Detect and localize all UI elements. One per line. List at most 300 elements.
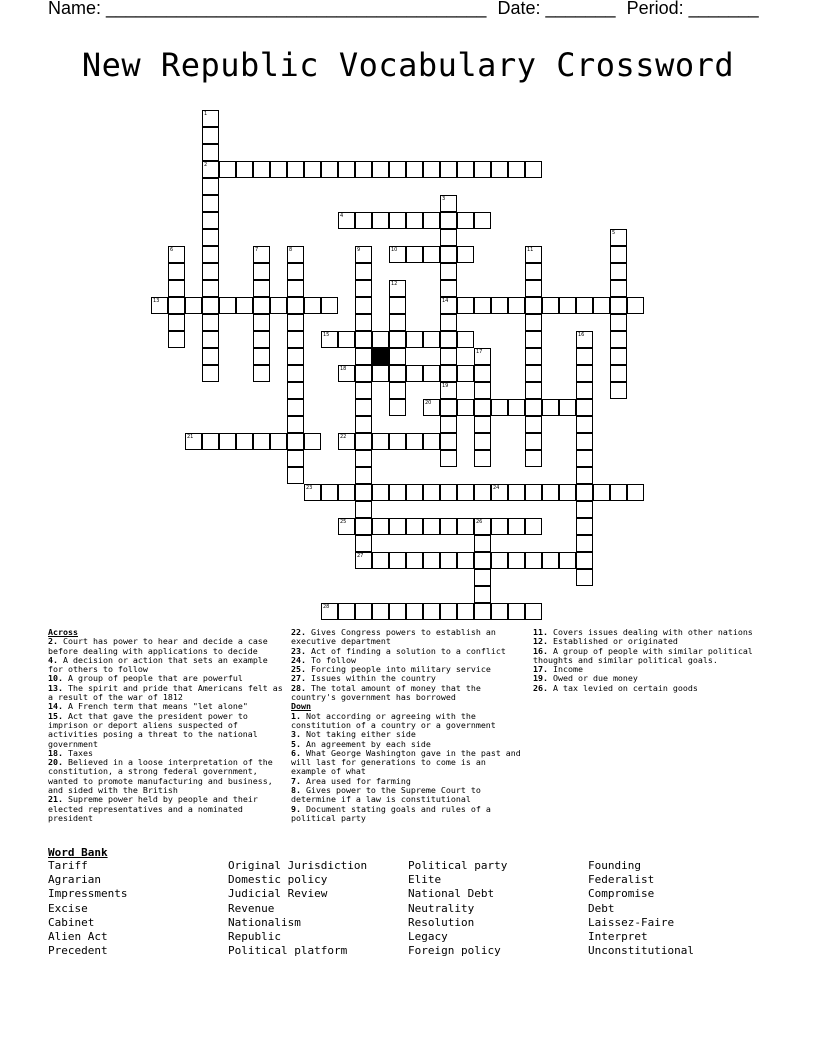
clue-number: 4.: [48, 654, 58, 665]
grid-cell[interactable]: [423, 484, 440, 501]
grid-cell[interactable]: [304, 297, 321, 314]
grid-cell[interactable]: [372, 365, 389, 382]
grid-cell[interactable]: [525, 348, 542, 365]
grid-cell[interactable]: [202, 144, 219, 161]
grid-cell[interactable]: [457, 518, 474, 535]
grid-cell[interactable]: [406, 212, 423, 229]
clue-text: An agreement by each side: [306, 738, 431, 749]
grid-cell[interactable]: [576, 484, 593, 501]
clue-text: Act that gave the president power to imprison or deport aliens suspected of activities posing a threat to the national government: [48, 710, 258, 749]
grid-cell[interactable]: [440, 433, 457, 450]
grid-cell[interactable]: [525, 399, 542, 416]
grid-cell[interactable]: [406, 603, 423, 620]
grid-cell[interactable]: [355, 467, 372, 484]
down-heading: Down: [291, 701, 311, 712]
grid-cell[interactable]: [474, 484, 491, 501]
grid-cell[interactable]: [355, 314, 372, 331]
grid-cell[interactable]: [304, 433, 321, 450]
grid-cell[interactable]: [372, 331, 389, 348]
grid-cell[interactable]: [525, 416, 542, 433]
grid-cell[interactable]: [406, 433, 423, 450]
clue-number: 19.: [533, 673, 548, 684]
grid-clue-number: 10: [391, 247, 398, 253]
grid-clue-number: 14: [442, 298, 449, 304]
grid-cell[interactable]: [474, 382, 491, 399]
grid-cell[interactable]: [423, 433, 440, 450]
grid-cell[interactable]: [508, 603, 525, 620]
grid-cell[interactable]: [474, 535, 491, 552]
grid-cell[interactable]: [287, 382, 304, 399]
grid-cell[interactable]: [457, 365, 474, 382]
grid-clue-number: 4: [340, 213, 344, 219]
grid-cell[interactable]: [406, 518, 423, 535]
grid-cell[interactable]: [236, 161, 253, 178]
grid-cell[interactable]: [542, 552, 559, 569]
grid-cell[interactable]: [338, 603, 355, 620]
grid-cell[interactable]: [593, 484, 610, 501]
grid-cell[interactable]: [185, 297, 202, 314]
word-bank-item: Interpret: [588, 929, 648, 943]
grid-cell[interactable]: [440, 399, 457, 416]
grid-cell[interactable]: [440, 229, 457, 246]
clue-text: Gives power to the Supreme Court to determine if a law is constitutional: [291, 785, 481, 805]
word-bank-item: Precedent: [48, 944, 108, 958]
grid-cell[interactable]: [440, 603, 457, 620]
grid-cell[interactable]: [253, 331, 270, 348]
grid-cell[interactable]: [440, 246, 457, 263]
grid-cell[interactable]: [287, 280, 304, 297]
grid-cell[interactable]: [440, 450, 457, 467]
grid-cell[interactable]: [525, 433, 542, 450]
grid-cell[interactable]: [355, 161, 372, 178]
grid-cell[interactable]: [525, 603, 542, 620]
grid-clue-number: 11: [527, 247, 534, 253]
grid-cell[interactable]: [389, 552, 406, 569]
grid-cell[interactable]: [474, 161, 491, 178]
grid-cell[interactable]: [287, 399, 304, 416]
clue-text: A decision or action that sets an example for others to follow: [48, 654, 268, 675]
grid-cell[interactable]: [610, 263, 627, 280]
grid-cell[interactable]: [576, 365, 593, 382]
grid-cell[interactable]: [287, 416, 304, 433]
grid-cell[interactable]: [525, 263, 542, 280]
grid-cell[interactable]: [389, 161, 406, 178]
word-bank-item: Founding: [588, 859, 641, 872]
grid-cell[interactable]: [372, 161, 389, 178]
grid-cell[interactable]: [440, 484, 457, 501]
grid-cell[interactable]: [423, 365, 440, 382]
grid-cell[interactable]: [559, 399, 576, 416]
word-bank-column-1: [48, 859, 228, 958]
grid-cell[interactable]: [287, 348, 304, 365]
grid-cell[interactable]: [406, 246, 423, 263]
clue-number: 28.: [291, 682, 306, 693]
grid-cell[interactable]: [270, 161, 287, 178]
grid-cell[interactable]: [389, 365, 406, 382]
grid-cell[interactable]: [508, 297, 525, 314]
grid-cell[interactable]: [525, 484, 542, 501]
word-bank-item: Nationalism: [228, 915, 301, 929]
grid-cell[interactable]: [372, 552, 389, 569]
grid-cell[interactable]: [457, 212, 474, 229]
grid-cell[interactable]: [253, 365, 270, 382]
clue-number: 26.: [533, 682, 548, 693]
down-clue: [291, 805, 521, 824]
grid-cell[interactable]: [491, 297, 508, 314]
clue-text: Not according or agreeing with the constitution of a country or a government: [291, 710, 496, 730]
clue-text: Owed or due money: [553, 673, 638, 684]
grid-cell[interactable]: [168, 314, 185, 331]
down-clue: [291, 786, 521, 805]
grid-cell[interactable]: [270, 297, 287, 314]
grid-cell[interactable]: [270, 433, 287, 450]
grid-cell[interactable]: [440, 518, 457, 535]
grid-cell[interactable]: [440, 365, 457, 382]
grid-cell[interactable]: [219, 433, 236, 450]
grid-cell[interactable]: [219, 161, 236, 178]
grid-cell[interactable]: [525, 450, 542, 467]
grid-cell[interactable]: [253, 314, 270, 331]
grid-cell[interactable]: [168, 280, 185, 297]
grid-cell[interactable]: [508, 518, 525, 535]
clue-text: A tax levied on certain goods: [553, 682, 698, 693]
grid-cell[interactable]: [389, 212, 406, 229]
grid-cell[interactable]: [202, 127, 219, 144]
grid-cell[interactable]: [474, 603, 491, 620]
grid-cell[interactable]: [253, 433, 270, 450]
clue-number: 10.: [48, 673, 63, 684]
grid-cell[interactable]: [610, 331, 627, 348]
grid-cell[interactable]: [491, 603, 508, 620]
grid-cell[interactable]: [576, 416, 593, 433]
grid-clue-number: 25: [340, 519, 347, 525]
grid-cell[interactable]: [253, 348, 270, 365]
grid-cell[interactable]: [389, 348, 406, 365]
grid-cell[interactable]: [168, 263, 185, 280]
grid-cell[interactable]: [508, 161, 525, 178]
grid-cell[interactable]: [423, 552, 440, 569]
down-clue: [291, 712, 521, 731]
clue-number: 11.: [533, 627, 548, 637]
word-bank-item: National Debt: [408, 887, 495, 901]
grid-cell[interactable]: [202, 297, 219, 314]
grid-cell[interactable]: [440, 212, 457, 229]
word-bank-item: Elite: [408, 873, 442, 887]
clue-text: Not taking either side: [306, 729, 416, 740]
grid-cell[interactable]: [236, 297, 253, 314]
grid-clue-number: 19: [442, 383, 449, 389]
grid-cell[interactable]: [610, 484, 627, 501]
grid-cell[interactable]: [610, 246, 627, 263]
grid-cell[interactable]: [440, 552, 457, 569]
grid-cell[interactable]: [202, 263, 219, 280]
grid-cell[interactable]: [287, 450, 304, 467]
grid-cell[interactable]: [372, 212, 389, 229]
grid-cell[interactable]: [474, 399, 491, 416]
grid-cell[interactable]: [287, 331, 304, 348]
grid-cell[interactable]: [542, 399, 559, 416]
grid-cell[interactable]: [355, 484, 372, 501]
grid-cell[interactable]: [457, 331, 474, 348]
grid-cell[interactable]: [627, 484, 644, 501]
grid-cell[interactable]: [372, 603, 389, 620]
grid-clue-number: 28: [323, 604, 330, 610]
grid-cell[interactable]: [202, 229, 219, 246]
grid-cell[interactable]: [253, 263, 270, 280]
across-clue: [48, 637, 283, 656]
grid-cell[interactable]: [491, 552, 508, 569]
grid-cell[interactable]: [168, 331, 185, 348]
grid-cell[interactable]: [202, 195, 219, 212]
grid-cell[interactable]: [474, 552, 491, 569]
grid-cell[interactable]: [355, 450, 372, 467]
grid-cell[interactable]: [491, 399, 508, 416]
grid-cell[interactable]: [406, 365, 423, 382]
grid-cell[interactable]: [525, 552, 542, 569]
grid-cell[interactable]: [355, 365, 372, 382]
grid-cell[interactable]: [610, 348, 627, 365]
word-bank-title: Word Bank: [48, 846, 108, 859]
word-bank-item: Political party: [408, 859, 508, 872]
clue-text: Act of finding a solution to a conflict: [311, 645, 506, 656]
grid-cell[interactable]: [440, 161, 457, 178]
grid-cell[interactable]: [287, 467, 304, 484]
grid-clue-number: 21: [187, 434, 194, 440]
grid-cell[interactable]: [219, 297, 236, 314]
grid-cell[interactable]: [406, 331, 423, 348]
grid-cell[interactable]: [287, 297, 304, 314]
grid-cell[interactable]: [338, 331, 355, 348]
grid-cell[interactable]: [423, 212, 440, 229]
grid-cell[interactable]: [236, 433, 253, 450]
grid-cell[interactable]: [372, 433, 389, 450]
grid-cell[interactable]: [610, 297, 627, 314]
grid-cell[interactable]: [355, 348, 372, 365]
grid-cell[interactable]: [423, 246, 440, 263]
grid-cell[interactable]: [576, 552, 593, 569]
across-clue: [48, 684, 283, 703]
grid-cell[interactable]: [355, 501, 372, 518]
grid-cell[interactable]: [508, 552, 525, 569]
grid-cell[interactable]: [457, 603, 474, 620]
clue-text: A group of people with similar political thoughts and similar political goals.: [533, 645, 753, 665]
grid-cell[interactable]: [338, 161, 355, 178]
grid-cell[interactable]: [593, 297, 610, 314]
clue-number: 9.: [291, 803, 301, 814]
grid-cell[interactable]: [491, 161, 508, 178]
grid-cell[interactable]: [355, 263, 372, 280]
grid-cell[interactable]: [610, 280, 627, 297]
grid-cell[interactable]: [338, 484, 355, 501]
grid-cell[interactable]: [525, 314, 542, 331]
grid-cell[interactable]: [474, 433, 491, 450]
grid-cell[interactable]: [423, 161, 440, 178]
grid-cell[interactable]: [440, 331, 457, 348]
grid-cell[interactable]: [202, 280, 219, 297]
grid-cell[interactable]: [355, 382, 372, 399]
grid-cell[interactable]: [559, 552, 576, 569]
grid-cell[interactable]: [474, 297, 491, 314]
grid-cell[interactable]: [457, 552, 474, 569]
grid-cell[interactable]: [355, 603, 372, 620]
grid-cell[interactable]: [389, 484, 406, 501]
grid-cell[interactable]: [287, 161, 304, 178]
grid-cell[interactable]: [440, 416, 457, 433]
grid-cell[interactable]: [559, 484, 576, 501]
grid-cell[interactable]: [202, 212, 219, 229]
grid-cell[interactable]: [355, 416, 372, 433]
grid-cell[interactable]: [389, 331, 406, 348]
grid-cell[interactable]: [287, 433, 304, 450]
grid-cell[interactable]: [423, 331, 440, 348]
grid-cell[interactable]: [576, 382, 593, 399]
grid-cell[interactable]: [576, 535, 593, 552]
grid-cell[interactable]: [576, 433, 593, 450]
grid-cell[interactable]: [389, 603, 406, 620]
grid-cell[interactable]: [474, 365, 491, 382]
grid-clue-number: 24: [493, 485, 500, 491]
grid-cell[interactable]: [355, 433, 372, 450]
grid-cell[interactable]: [440, 314, 457, 331]
grid-cell[interactable]: [321, 484, 338, 501]
grid-cell[interactable]: [525, 161, 542, 178]
grid-cell[interactable]: [321, 161, 338, 178]
grid-cell[interactable]: [389, 518, 406, 535]
grid-cell[interactable]: [491, 518, 508, 535]
grid-cell[interactable]: [610, 382, 627, 399]
grid-cell[interactable]: [525, 280, 542, 297]
grid-clue-number: 5: [612, 230, 616, 236]
grid-cell[interactable]: [627, 297, 644, 314]
grid-cell[interactable]: [389, 314, 406, 331]
grid-cell[interactable]: [168, 297, 185, 314]
clue-number: 2.: [48, 636, 58, 647]
grid-cell[interactable]: [610, 365, 627, 382]
grid-cell[interactable]: [525, 518, 542, 535]
word-bank-item: Republic: [228, 929, 281, 943]
grid-cell[interactable]: [559, 297, 576, 314]
grid-cell[interactable]: [576, 450, 593, 467]
grid-cell[interactable]: [202, 348, 219, 365]
word-bank-item: Debt: [588, 901, 615, 915]
grid-cell[interactable]: [576, 348, 593, 365]
grid-cell[interactable]: [287, 314, 304, 331]
grid-cell[interactable]: [610, 314, 627, 331]
grid-cell[interactable]: [576, 399, 593, 416]
grid-cell[interactable]: [253, 297, 270, 314]
grid-cell[interactable]: [406, 552, 423, 569]
grid-cell[interactable]: [321, 297, 338, 314]
grid-cell[interactable]: [457, 399, 474, 416]
grid-cell[interactable]: [202, 365, 219, 382]
clue-number: 25.: [291, 664, 306, 675]
word-bank-item: Resolution: [408, 915, 475, 929]
grid-cell[interactable]: [457, 484, 474, 501]
grid-cell[interactable]: [355, 399, 372, 416]
grid-cell[interactable]: [542, 297, 559, 314]
grid-cell[interactable]: [576, 467, 593, 484]
grid-cell[interactable]: [355, 212, 372, 229]
across-clue: [48, 656, 283, 675]
grid-cell[interactable]: [474, 586, 491, 603]
grid-cell[interactable]: [389, 297, 406, 314]
grid-cell[interactable]: [542, 484, 559, 501]
grid-cell[interactable]: [440, 263, 457, 280]
grid-cell[interactable]: [355, 535, 372, 552]
grid-cell[interactable]: [576, 501, 593, 518]
clue-text: Believed in a loose interpretation of the constitution, a strong federal government, wanted to promote manufacturing and business, and sided with the British: [48, 757, 273, 796]
clue-text: Supreme power held by people and their elected representatives and a nominated president: [48, 794, 258, 823]
grid-cell[interactable]: [440, 348, 457, 365]
grid-cell[interactable]: [202, 331, 219, 348]
grid-cell[interactable]: [202, 433, 219, 450]
grid-clue-number: 8: [289, 247, 293, 253]
grid-cell[interactable]: [389, 382, 406, 399]
grid-cell[interactable]: [202, 246, 219, 263]
grid-cell[interactable]: [202, 314, 219, 331]
grid-cell[interactable]: [474, 416, 491, 433]
clue-text: Covers issues dealing with other nations: [553, 627, 753, 637]
period-label: Period: _______: [626, 0, 759, 18]
word-bank-item: Impressments: [48, 887, 128, 901]
grid-cell[interactable]: [389, 399, 406, 416]
grid-cell[interactable]: [525, 331, 542, 348]
grid-cell[interactable]: [457, 161, 474, 178]
grid-cell[interactable]: [253, 280, 270, 297]
across-clue: [48, 712, 283, 749]
across-clue: [48, 758, 283, 795]
grid-cell[interactable]: [287, 263, 304, 280]
grid-clue-number: 9: [357, 247, 361, 253]
grid-cell[interactable]: [287, 365, 304, 382]
grid-cell[interactable]: [508, 484, 525, 501]
grid-clue-number: 15: [323, 332, 330, 338]
grid-cell[interactable]: [202, 178, 219, 195]
grid-cell[interactable]: [525, 382, 542, 399]
grid-cell[interactable]: [423, 603, 440, 620]
grid-cell[interactable]: [406, 484, 423, 501]
grid-cell[interactable]: [474, 569, 491, 586]
grid-cell[interactable]: [406, 161, 423, 178]
grid-cell[interactable]: [576, 297, 593, 314]
grid-cell[interactable]: [508, 399, 525, 416]
grid-cell[interactable]: [372, 518, 389, 535]
grid-cell[interactable]: [457, 246, 474, 263]
grid-cell[interactable]: [576, 518, 593, 535]
grid-cell[interactable]: [355, 297, 372, 314]
grid-cell[interactable]: [525, 365, 542, 382]
grid-clue-number: 3: [442, 196, 446, 202]
grid-cell[interactable]: [576, 569, 593, 586]
clue-text: Document stating goals and rules of a political party: [291, 803, 491, 823]
grid-cell[interactable]: [389, 433, 406, 450]
grid-cell[interactable]: [423, 518, 440, 535]
grid-cell[interactable]: [253, 161, 270, 178]
grid-cell[interactable]: [355, 280, 372, 297]
grid-cell[interactable]: [355, 518, 372, 535]
grid-cell[interactable]: [440, 280, 457, 297]
grid-cell[interactable]: [474, 212, 491, 229]
grid-cell[interactable]: [355, 331, 372, 348]
clue-number: 7.: [291, 775, 301, 786]
grid-cell[interactable]: [304, 161, 321, 178]
grid-clue-number: 16: [578, 332, 585, 338]
grid-cell[interactable]: [457, 297, 474, 314]
down-clue: [533, 647, 768, 666]
grid-cell[interactable]: [525, 297, 542, 314]
grid-cell[interactable]: [372, 484, 389, 501]
grid-cell[interactable]: [474, 450, 491, 467]
